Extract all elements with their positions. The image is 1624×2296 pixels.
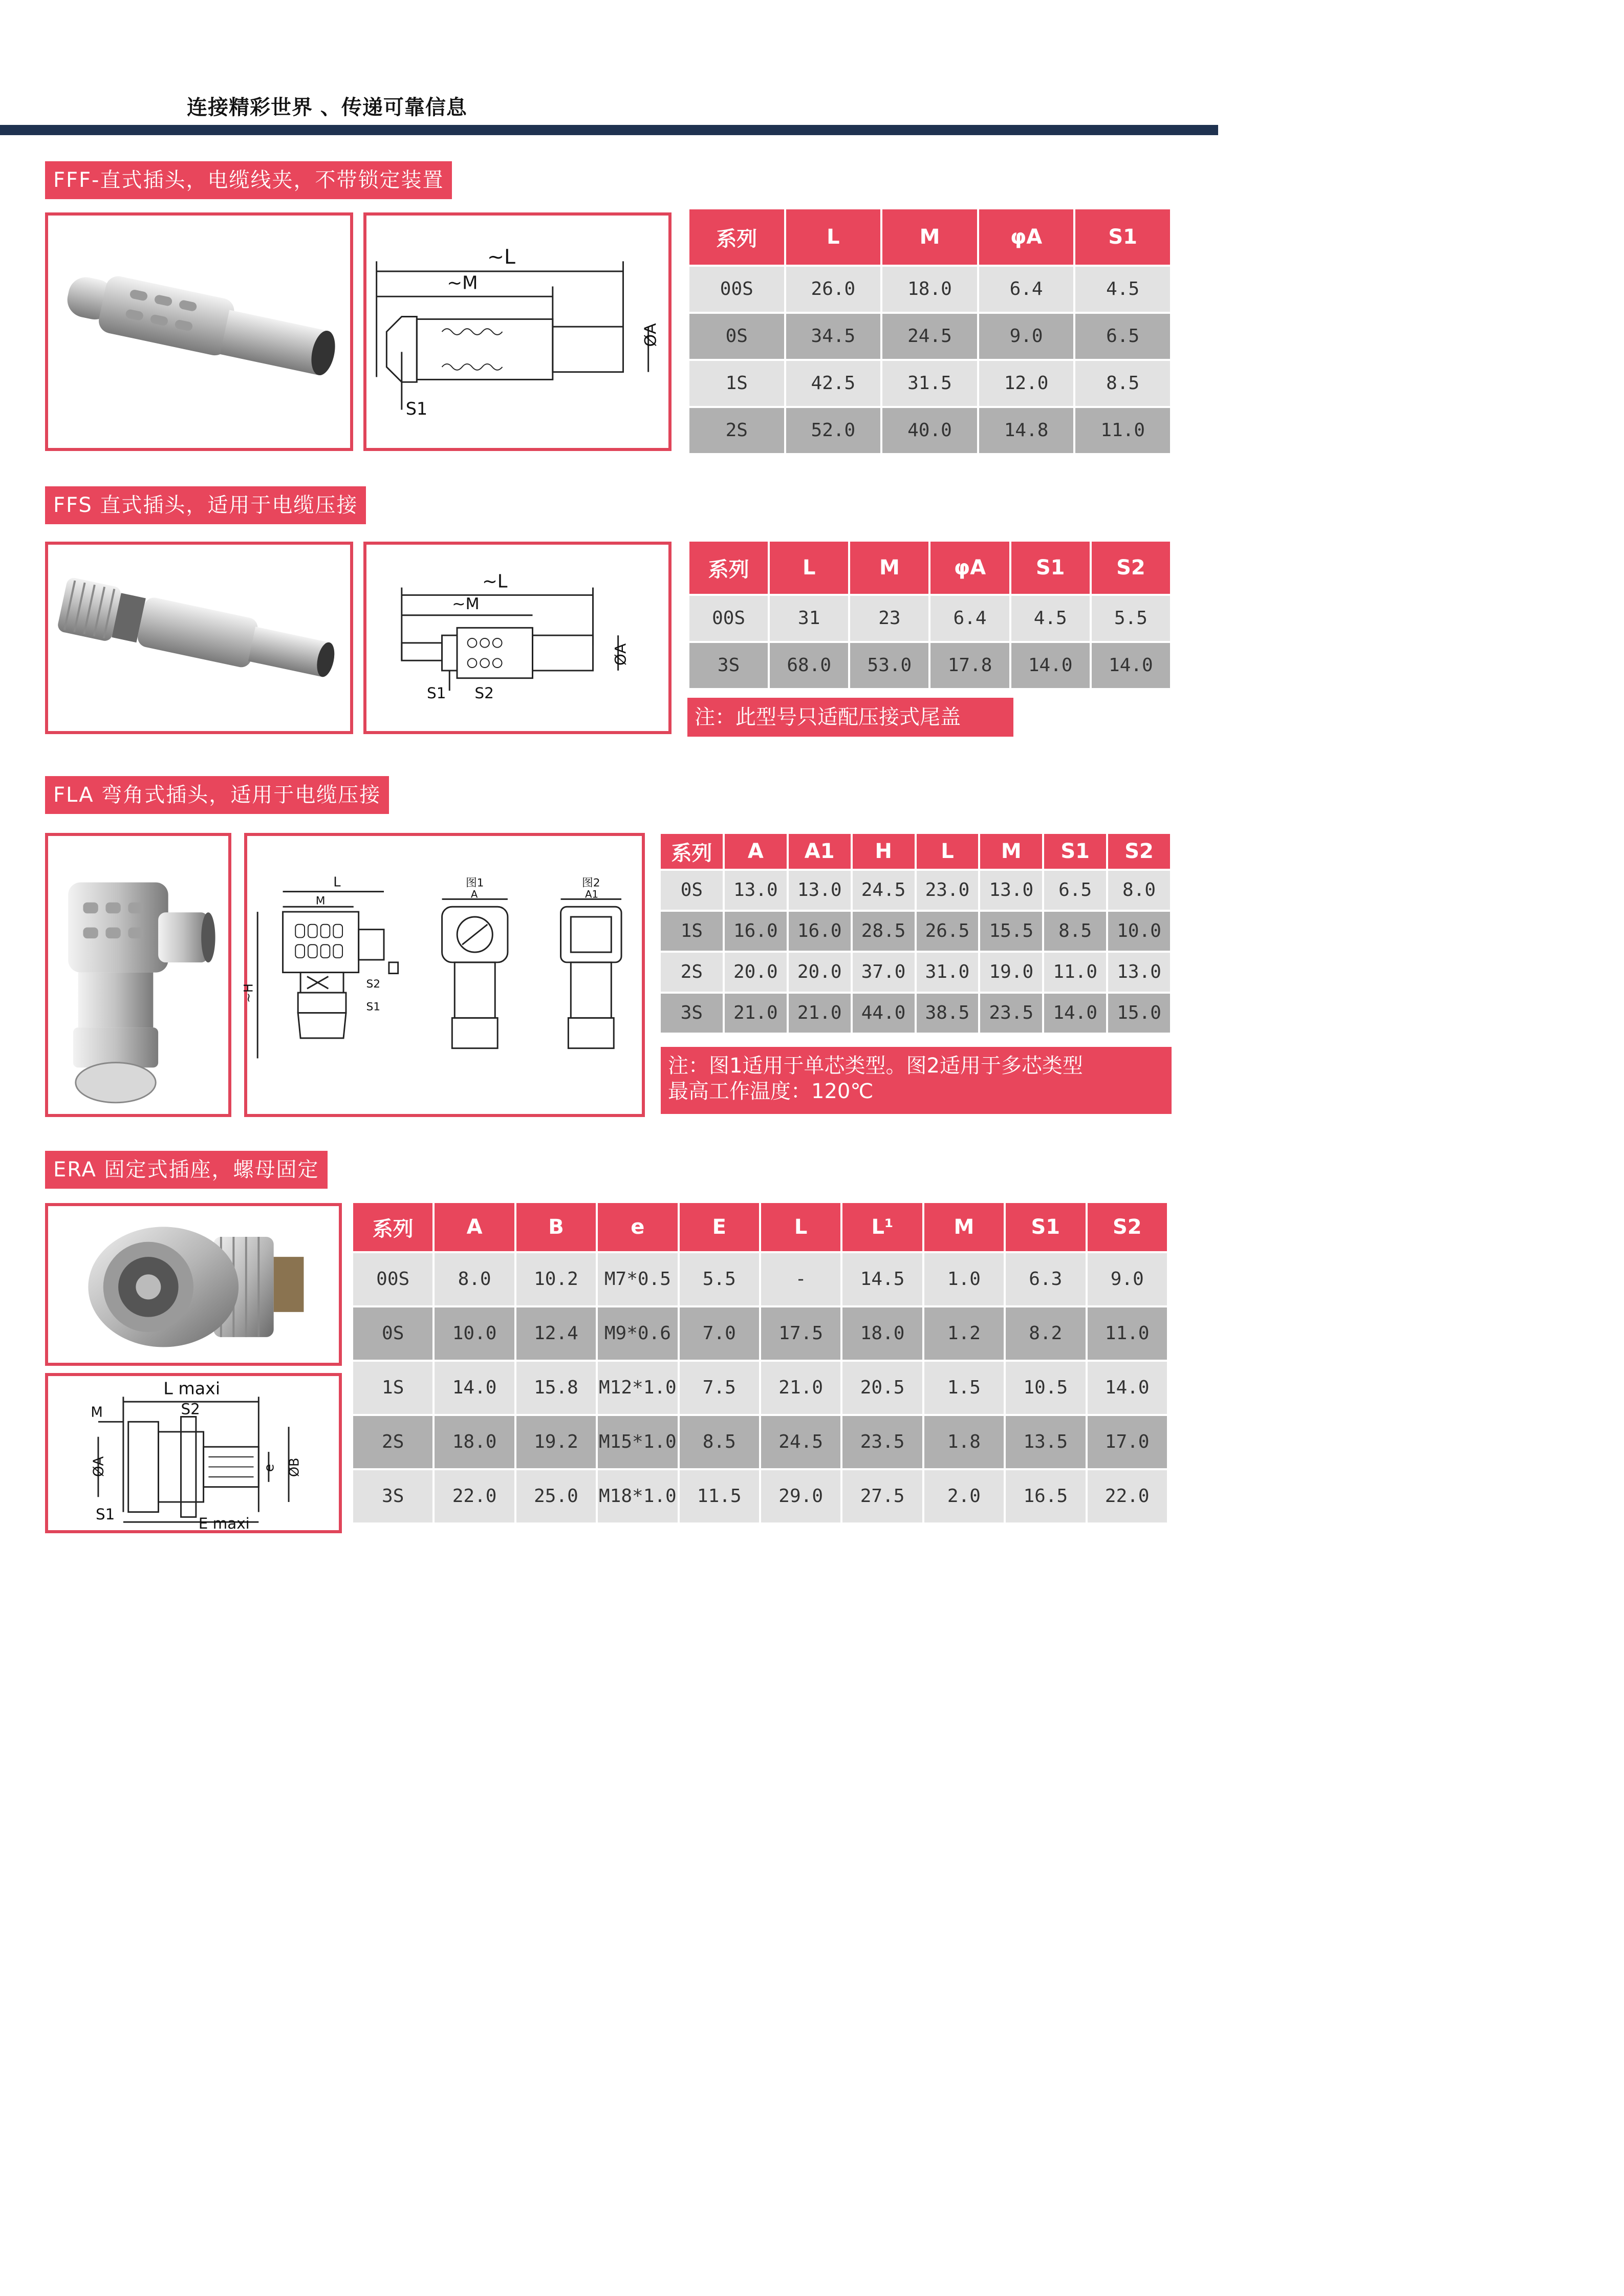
table-cell: M12*1.0 xyxy=(598,1362,677,1414)
era-label-e: e xyxy=(262,1464,277,1472)
table-cell: 18.0 xyxy=(882,267,977,312)
table-cell: 14.0 xyxy=(1088,1362,1167,1414)
table-header: S2 xyxy=(1092,542,1170,594)
section-title-ffs: FFS 直式插头，适用于电缆压接 xyxy=(45,486,366,524)
table-row xyxy=(689,643,1170,688)
table-cell: 11.0 xyxy=(1088,1307,1167,1360)
table-cell: 13.0 xyxy=(1108,953,1170,992)
table-cell: 10.0 xyxy=(435,1307,514,1360)
table-cell: 8.0 xyxy=(435,1253,514,1305)
fla-label-H: ~H xyxy=(241,983,256,1003)
table-cell: 1.5 xyxy=(924,1362,1004,1414)
section-title-fff: FFF-直式插头，电缆线夹，不带锁定装置 xyxy=(45,161,452,199)
table-cell: 11.5 xyxy=(680,1470,759,1522)
fla-label-S1: S1 xyxy=(366,1000,381,1014)
table-cell: 23.0 xyxy=(917,871,979,910)
table-cell: 2S xyxy=(661,953,723,992)
table-cell: 18.0 xyxy=(842,1307,922,1360)
fff-label-S1: S1 xyxy=(405,399,428,419)
table-cell: 26.5 xyxy=(917,912,979,951)
table-row xyxy=(689,596,1170,641)
table-cell: 14.0 xyxy=(1011,643,1090,688)
table-cell: 16.5 xyxy=(1006,1470,1085,1522)
table-cell: 8.0 xyxy=(1108,871,1170,910)
era-label-E: E maxi xyxy=(198,1514,250,1532)
table-cell: 9.0 xyxy=(979,314,1074,359)
table-header: A xyxy=(725,834,787,869)
table-header: E xyxy=(680,1203,759,1251)
table-cell: 14.8 xyxy=(979,408,1074,453)
table-cell: 53.0 xyxy=(850,643,928,688)
table-header: B xyxy=(516,1203,596,1251)
ffs-label-A: ØA xyxy=(612,643,630,666)
table-cell: 0S xyxy=(661,871,723,910)
era-dimension-drawing xyxy=(45,1373,342,1533)
table-cell: 12.0 xyxy=(979,361,1074,406)
table-header: M xyxy=(882,209,977,265)
fla-note-line1: 注：图1适用于单芯类型。图2适用于多芯类型 xyxy=(668,1054,1083,1078)
fla-label-fig2: 图2 xyxy=(582,876,600,890)
ffs-note: 注：此型号只适配压接式尾盖 xyxy=(687,698,1013,737)
table-cell: 42.5 xyxy=(786,361,881,406)
table-header: L xyxy=(917,834,979,869)
table-cell: 8.2 xyxy=(1006,1307,1085,1360)
table-cell: 26.0 xyxy=(786,267,881,312)
table-cell: 7.5 xyxy=(680,1362,759,1414)
table-cell: 12.4 xyxy=(516,1307,596,1360)
table-header: S1 xyxy=(1006,1203,1085,1251)
table-header-row xyxy=(353,1203,1167,1251)
table-cell: 19.2 xyxy=(516,1416,596,1468)
table-cell: 1.0 xyxy=(924,1253,1004,1305)
ffs-product-photo xyxy=(45,542,353,734)
fff-label-M: ~M xyxy=(447,272,478,294)
table-header: S2 xyxy=(1088,1203,1167,1251)
table-row xyxy=(661,912,1170,951)
table-header: φA xyxy=(930,542,1009,594)
table-cell: 5.5 xyxy=(1092,596,1170,641)
table-cell: 23.5 xyxy=(980,994,1042,1033)
table-header: e xyxy=(598,1203,677,1251)
table-row xyxy=(353,1362,1167,1414)
table-header: L¹ xyxy=(842,1203,922,1251)
era-label-A: ØA xyxy=(91,1456,107,1477)
table-row xyxy=(689,408,1170,453)
section-title-era: ERA 固定式插座，螺母固定 xyxy=(45,1151,328,1189)
table-cell: 10.5 xyxy=(1006,1362,1085,1414)
table-cell: 4.5 xyxy=(1011,596,1090,641)
table-cell: 23.5 xyxy=(842,1416,922,1468)
table-row xyxy=(353,1416,1167,1468)
table-cell: 1.2 xyxy=(924,1307,1004,1360)
fla-spec-table xyxy=(659,832,1172,1035)
table-cell: 25.0 xyxy=(516,1470,596,1522)
table-cell: M7*0.5 xyxy=(598,1253,677,1305)
table-cell: 1S xyxy=(353,1362,432,1414)
table-cell: 13.0 xyxy=(725,871,787,910)
fla-note-line2: 最高工作温度：120℃ xyxy=(668,1080,874,1103)
ffs-label-S1: S1 xyxy=(427,684,446,702)
table-cell: 9.0 xyxy=(1088,1253,1167,1305)
table-header: A xyxy=(435,1203,514,1251)
table-header-row xyxy=(661,834,1170,869)
table-cell: 8.5 xyxy=(1075,361,1170,406)
table-cell: 3S xyxy=(689,643,768,688)
table-header: 系列 xyxy=(689,542,768,594)
table-cell: 13.5 xyxy=(1006,1416,1085,1468)
table-cell: 00S xyxy=(353,1253,432,1305)
table-row xyxy=(661,953,1170,992)
table-cell: 14.5 xyxy=(842,1253,922,1305)
table-header: 系列 xyxy=(661,834,723,869)
fff-spec-table xyxy=(687,207,1172,455)
table-cell: M18*1.0 xyxy=(598,1470,677,1522)
table-header-row xyxy=(689,209,1170,265)
ffs-label-L: ~L xyxy=(482,571,508,592)
ffs-label-M: ~M xyxy=(452,594,480,613)
table-header: φA xyxy=(979,209,1074,265)
era-spec-table xyxy=(351,1201,1169,1525)
table-row xyxy=(689,314,1170,359)
era-label-S2: S2 xyxy=(181,1400,200,1418)
header-slogan: 连接精彩世界 、传递可靠信息 xyxy=(187,96,467,119)
fla-label-L: L xyxy=(333,874,341,890)
table-header: M xyxy=(980,834,1042,869)
table-cell: 13.0 xyxy=(789,871,851,910)
table-cell: 1.8 xyxy=(924,1416,1004,1468)
table-cell: 22.0 xyxy=(1088,1470,1167,1522)
table-cell: 23 xyxy=(850,596,928,641)
table-cell: 14.0 xyxy=(1092,643,1170,688)
table-cell: 8.5 xyxy=(680,1416,759,1468)
table-cell: 6.5 xyxy=(1075,314,1170,359)
table-cell: 6.5 xyxy=(1044,871,1106,910)
table-cell: 6.4 xyxy=(979,267,1074,312)
table-header: M xyxy=(850,542,928,594)
fff-label-L: ~L xyxy=(487,245,515,269)
table-cell: 11.0 xyxy=(1075,408,1170,453)
table-cell: 28.5 xyxy=(853,912,915,951)
table-cell: 24.5 xyxy=(761,1416,840,1468)
fla-dimension-drawing xyxy=(241,833,645,1117)
table-cell: 2S xyxy=(353,1416,432,1468)
table-cell: 10.0 xyxy=(1108,912,1170,951)
table-row xyxy=(353,1307,1167,1360)
fff-product-photo xyxy=(45,212,353,451)
table-cell: 5.5 xyxy=(680,1253,759,1305)
ffs-dimension-drawing xyxy=(363,542,672,734)
table-cell: 21.0 xyxy=(789,994,851,1033)
ffs-label-S2: S2 xyxy=(474,684,494,702)
table-header: 系列 xyxy=(353,1203,432,1251)
table-header: H xyxy=(853,834,915,869)
table-cell: 10.2 xyxy=(516,1253,596,1305)
table-cell: 11.0 xyxy=(1044,953,1106,992)
fla-label-S2: S2 xyxy=(366,978,381,991)
table-header: L xyxy=(770,542,848,594)
table-cell: 17.0 xyxy=(1088,1416,1167,1468)
table-cell: 0S xyxy=(353,1307,432,1360)
table-cell: 34.5 xyxy=(786,314,881,359)
header-divider xyxy=(0,125,1218,135)
era-label-L: L maxi xyxy=(163,1378,221,1399)
fla-label-fig1: 图1 xyxy=(465,876,484,890)
table-cell: 40.0 xyxy=(882,408,977,453)
table-cell: 44.0 xyxy=(853,994,915,1033)
table-cell: 68.0 xyxy=(770,643,848,688)
table-row xyxy=(689,267,1170,312)
table-cell: 20.0 xyxy=(725,953,787,992)
table-cell: 21.0 xyxy=(761,1362,840,1414)
table-cell: 6.3 xyxy=(1006,1253,1085,1305)
table-cell: 14.0 xyxy=(435,1362,514,1414)
table-header: L xyxy=(761,1203,840,1251)
table-header: M xyxy=(924,1203,1004,1251)
fff-label-A: ØA xyxy=(641,323,660,347)
table-cell: 15.8 xyxy=(516,1362,596,1414)
table-cell: M9*0.6 xyxy=(598,1307,677,1360)
fla-product-photo xyxy=(45,833,231,1117)
table-cell: 19.0 xyxy=(980,953,1042,992)
table-cell: 17.8 xyxy=(930,643,1009,688)
table-cell: 4.5 xyxy=(1075,267,1170,312)
table-cell: 31.5 xyxy=(882,361,977,406)
table-cell: 20.5 xyxy=(842,1362,922,1414)
era-label-S1: S1 xyxy=(96,1506,115,1523)
table-cell: 38.5 xyxy=(917,994,979,1033)
table-row xyxy=(661,994,1170,1033)
table-header: A1 xyxy=(789,834,851,869)
table-header-row xyxy=(689,542,1170,594)
table-cell: 52.0 xyxy=(786,408,881,453)
table-cell: 37.0 xyxy=(853,953,915,992)
table-cell: 3S xyxy=(661,994,723,1033)
table-cell: 3S xyxy=(353,1470,432,1522)
table-cell: 27.5 xyxy=(842,1470,922,1522)
era-product-photo xyxy=(45,1203,342,1366)
table-cell: 1S xyxy=(661,912,723,951)
table-cell: 7.0 xyxy=(680,1307,759,1360)
fla-note xyxy=(661,1047,1172,1114)
section-title-fla: FLA 弯角式插头，适用于电缆压接 xyxy=(45,776,389,814)
table-cell: 2.0 xyxy=(924,1470,1004,1522)
table-cell: 16.0 xyxy=(725,912,787,951)
table-cell: 6.4 xyxy=(930,596,1009,641)
table-header: S1 xyxy=(1075,209,1170,265)
table-header: 系列 xyxy=(689,209,784,265)
table-cell: 31 xyxy=(770,596,848,641)
table-cell: 15.5 xyxy=(980,912,1042,951)
table-row xyxy=(353,1253,1167,1305)
table-header: L xyxy=(786,209,881,265)
era-label-B: ØB xyxy=(287,1457,302,1477)
table-cell: - xyxy=(761,1253,840,1305)
table-cell: 16.0 xyxy=(789,912,851,951)
table-cell: 15.0 xyxy=(1108,994,1170,1033)
table-row xyxy=(353,1470,1167,1522)
table-cell: 17.5 xyxy=(761,1307,840,1360)
fla-label-A1: A1 xyxy=(584,888,599,900)
table-header: S1 xyxy=(1044,834,1106,869)
table-cell: 24.5 xyxy=(882,314,977,359)
table-cell: 21.0 xyxy=(725,994,787,1033)
table-row xyxy=(661,871,1170,910)
table-cell: 00S xyxy=(689,596,768,641)
table-cell: 2S xyxy=(689,408,784,453)
table-header: S1 xyxy=(1011,542,1090,594)
table-cell: 20.0 xyxy=(789,953,851,992)
table-cell: 8.5 xyxy=(1044,912,1106,951)
ffs-spec-table xyxy=(687,540,1172,690)
fla-label-A: A xyxy=(470,888,478,900)
table-cell: 24.5 xyxy=(853,871,915,910)
table-cell: 0S xyxy=(689,314,784,359)
table-cell: 00S xyxy=(689,267,784,312)
table-cell: 22.0 xyxy=(435,1470,514,1522)
fff-dimension-drawing xyxy=(363,212,672,451)
fla-label-M: M xyxy=(315,894,326,908)
table-header: S2 xyxy=(1108,834,1170,869)
table-cell: M15*1.0 xyxy=(598,1416,677,1468)
table-row xyxy=(689,361,1170,406)
table-cell: 29.0 xyxy=(761,1470,840,1522)
table-cell: 1S xyxy=(689,361,784,406)
table-cell: 18.0 xyxy=(435,1416,514,1468)
era-label-M: M xyxy=(91,1404,103,1421)
table-cell: 13.0 xyxy=(980,871,1042,910)
table-cell: 14.0 xyxy=(1044,994,1106,1033)
table-cell: 31.0 xyxy=(917,953,979,992)
